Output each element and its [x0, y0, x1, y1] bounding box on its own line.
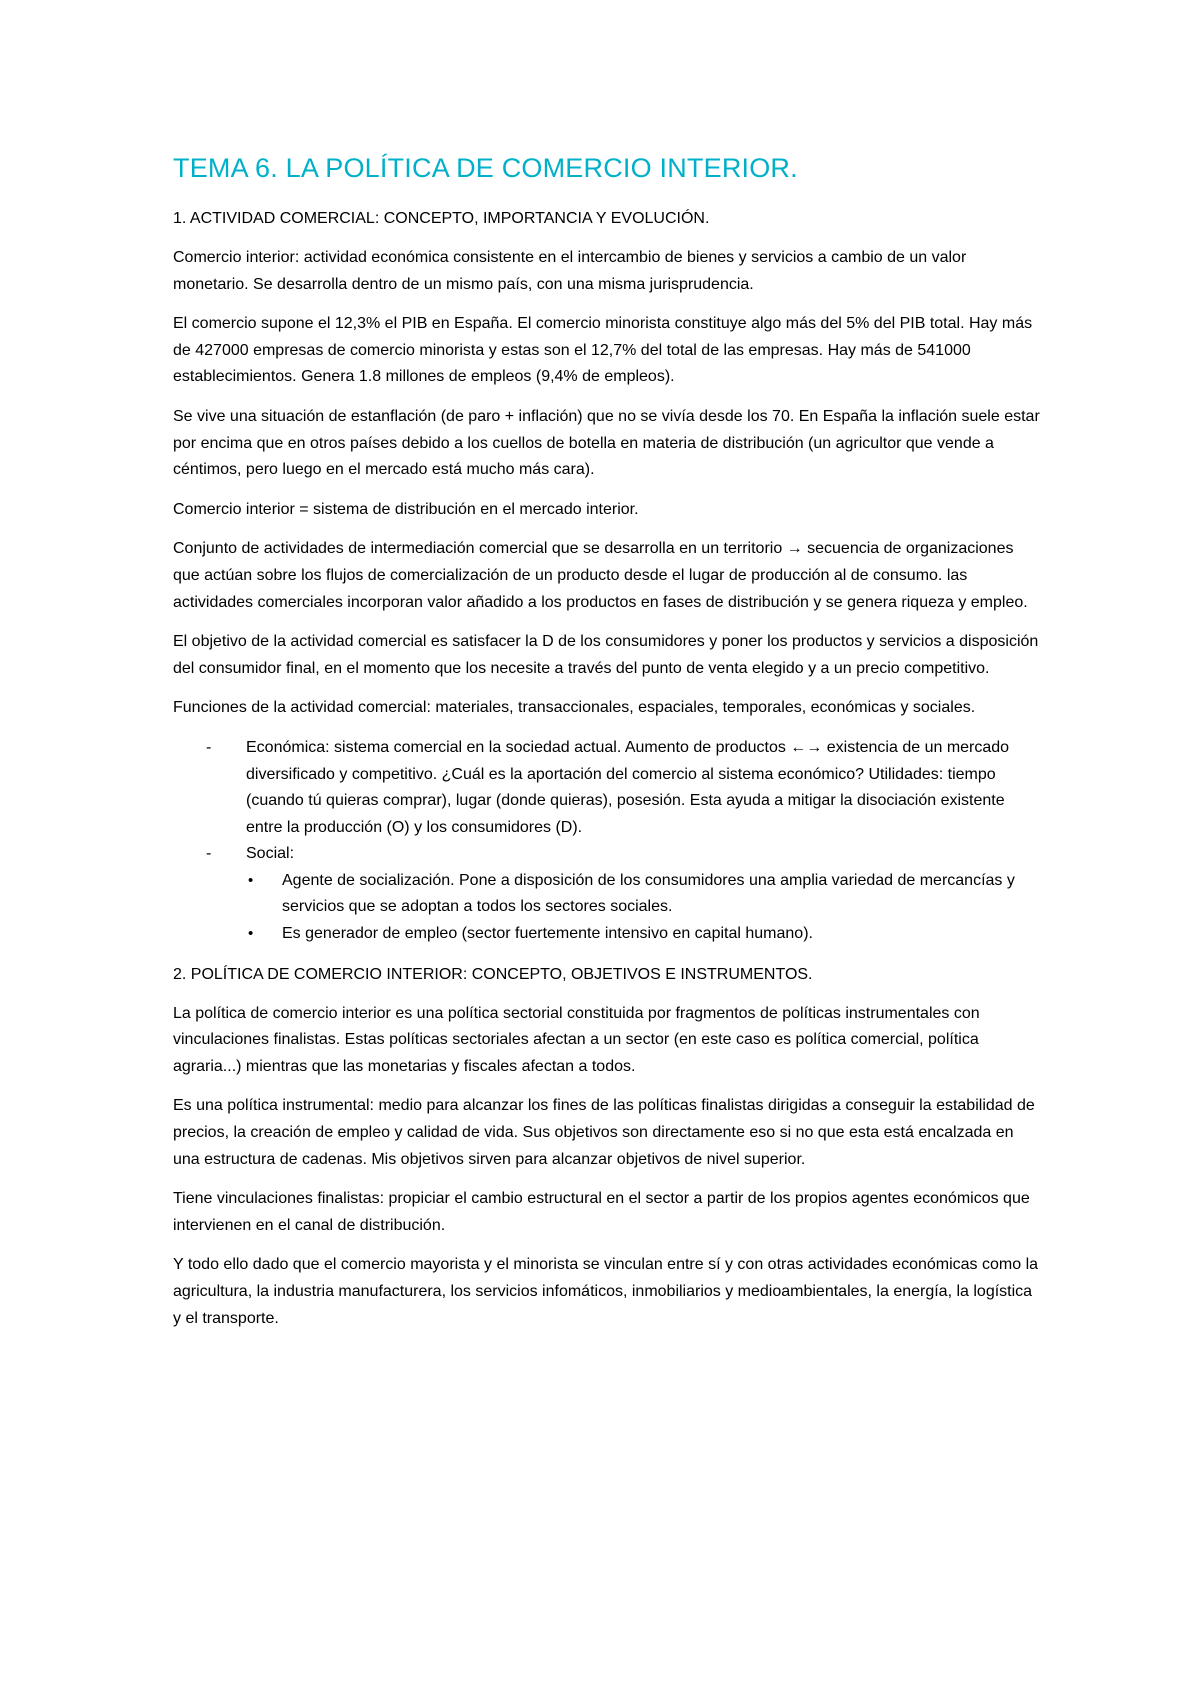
sublist-item: [246, 921, 1040, 948]
paragraph: Comercio interior: actividad económica consistente en el intercambio de bienes y servicios a cambio de un valor monetario. Se desarrolla dentro de un mismo país, con una misma jurisprudencia.: [173, 249, 967, 293]
document-title: TEMA 6. LA POLÍTICA DE COMERCIO INTERIOR.: [173, 153, 798, 183]
sublist-item-text: Es generador de empleo (sector fuertemente intensivo en capital humano).: [282, 925, 813, 943]
list-item-text: Social:: [246, 845, 295, 863]
paragraph: Se vive una situación de estanflación (de paro + inflación) que no se vivía desde los 70. En España la inflación suele estar por encima que en otros países debido a los cuellos de botella en materia de distribución (un agricultor que vende a céntimos, pero luego en el mercado está mucho más cara).: [173, 407, 1040, 479]
functions-list: [173, 735, 1040, 948]
section-2-heading: 2. POLÍTICA DE COMERCIO INTERIOR: CONCEPTO, OBJETIVOS E INSTRUMENTOS.: [173, 965, 813, 983]
paragraph: Es una política instrumental: medio para alcanzar los fines de las políticas finalistas dirigidas a conseguir la estabilidad de precios, la creación de empleo y calidad de vida. Sus objetivos son directamente eso si no que esta está encalzada en una estructura de cadenas. Mis objetivos sirven para alcanzar objetivos de nivel superior.: [173, 1097, 1035, 1168]
list-item-economica: [173, 735, 1040, 841]
section-1-heading: 1. ACTIVIDAD COMERCIAL: CONCEPTO, IMPORTANCIA Y EVOLUCIÓN.: [173, 210, 710, 227]
list-item-social: [173, 841, 1040, 947]
dot-bullet: •: [248, 925, 254, 943]
dash-bullet: -: [206, 845, 212, 863]
paragraph: Conjunto de actividades de intermediación comercial que se desarrolla en un territorio → secuencia de organizaciones que actúan sobre los flujos de comercialización de un producto desde el lugar de producción al de consumo. las actividades comerciales incorporan valor añadido a los productos en fases de distribución y se genera riqueza y empleo.: [173, 540, 1028, 611]
paragraph: La política de comercio interior es una política sectorial constituida por fragmentos de políticas instrumentales con vinculaciones finalistas. Estas políticas sectoriales afectan a un sector (en este caso es política comercial, política agraria...) mientras que las monetarias y fiscales afectan a todos.: [173, 1004, 980, 1075]
paragraph: Comercio interior = sistema de distribución en el mercado interior.: [173, 500, 639, 518]
dash-bullet: -: [206, 738, 212, 756]
paragraph: Funciones de la actividad comercial: materiales, transaccionales, espaciales, temporales, económicas y sociales.: [173, 699, 976, 717]
paragraph: El comercio supone el 12,3% el PIB en España. El comercio minorista constituye algo más del 5% del PIB total. Hay más de 427000 empresas de comercio minorista y estas son el 12,7% del total de las empresas. Hay más de 541000 establecimientos. Genera 1.8 millones de empleos (9,4% de empleos).: [173, 315, 1033, 386]
sublist-item-text: Agente de socialización. Pone a disposición de los consumidores una amplia variedad de mercancías y servicios que se adoptan a todos los sectores sociales.: [282, 871, 1015, 916]
dot-bullet: •: [248, 871, 254, 889]
paragraph: Tiene vinculaciones finalistas: propiciar el cambio estructural en el sector a partir de los propios agentes económicos que intervienen en el canal de distribución.: [173, 1190, 1030, 1234]
paragraph: El objetivo de la actividad comercial es satisfacer la D de los consumidores y poner los productos y servicios a disposición del consumidor final, en el momento que los necesite a través del punto de venta elegido y a un precio competitivo.: [173, 633, 1039, 677]
paragraph: Y todo ello dado que el comercio mayorista y el minorista se vinculan entre sí y con otras actividades económicas como la agricultura, la industria manufacturera, los servicios infomáticos, inmobiliarios y medioambientales, la energía, la logística y el transporte.: [173, 1256, 1039, 1327]
sublist-item: [246, 868, 1040, 921]
social-sublist: [246, 868, 1040, 948]
list-item-text: Económica: sistema comercial en la sociedad actual. Aumento de productos ←→ existencia de un mercado diversificado y competitivo. ¿Cuál es la aportación del comercio al sistema económico? Utilidades: tiempo (cuando tú quieras comprar), lugar (donde quieras), posesión. Esta ayuda a mitigar la disociación existente entre la producción (O) y los consumidores (D).: [246, 738, 1010, 836]
